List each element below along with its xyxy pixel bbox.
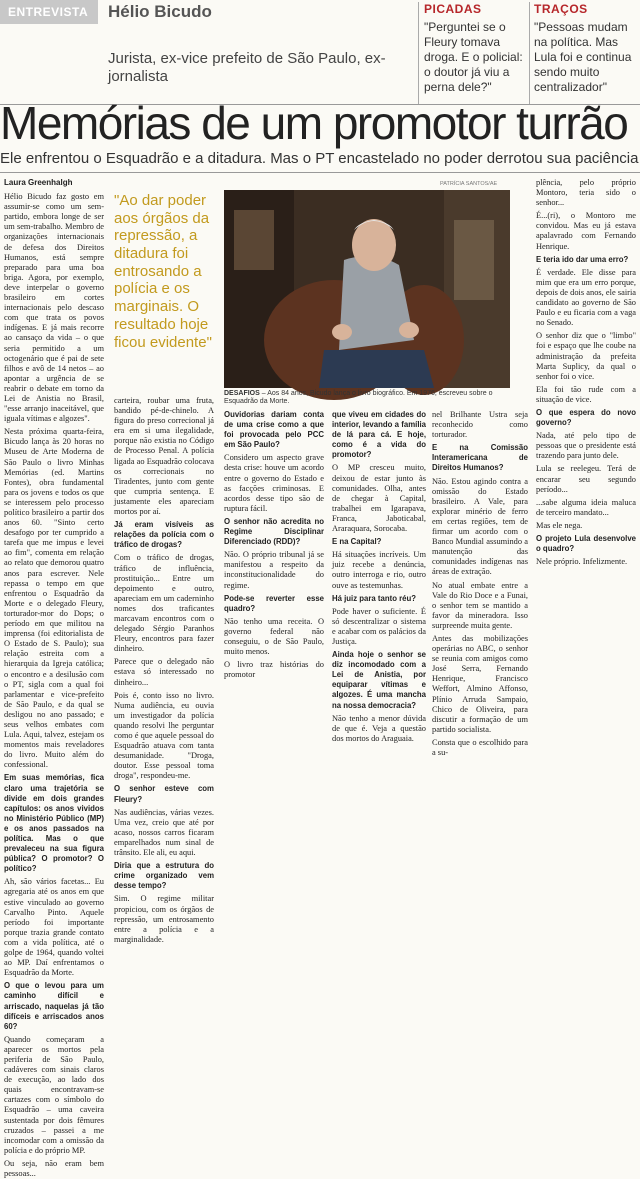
author-description: Jurista, ex-vice prefeito de São Paulo, ex-jornalista: [108, 50, 386, 85]
text-column-6: [536, 178, 636, 1090]
article-paragraph: O livro traz histórias do promotor: [224, 660, 324, 680]
article-paragraph: Não tenho uma receita. O governo federal não conseguiu, o de São Paulo, muito menos.: [224, 616, 324, 657]
text-column-2: [114, 396, 214, 1090]
article-paragraph: Com o tráfico de drogas, tráfico de influência, prostituição... Entre um depoimento e outro, apareciam em um caderninho nomes dos traficantes marcavam encontros com o delegado Sérgio Paranhos Fleury, encontros para fazer dinheiro.: [114, 553, 214, 654]
text-column-1: [4, 178, 104, 1178]
article-paragraph: Antes das mobilizações operárias no ABC, o senhor se reunia com amigos como José Serra, Fernando Henrique, Francisco Weffort, Almino Affonso, Plínio Arruda Sampaio, Chico de Oliveira, para discutir a formação de um partido socialista.: [432, 633, 528, 734]
tracos-box: [534, 2, 636, 102]
article-paragraph: Ouvidorias dariam conta de uma crise como a que foi provocada pelo PCC em São Paulo?: [224, 410, 324, 450]
article-paragraph: Não tenho a menor dúvida de que é. Veja a questão dos mortos do Araguaia.: [332, 713, 426, 743]
article-paragraph: Há juiz para tanto réu?: [332, 593, 417, 603]
article-paragraph: O senhor esteve com Fleury?: [114, 784, 214, 804]
headline: Memórias de um promotor turrão: [0, 97, 628, 149]
article-paragraph: No atual embate entre a Vale do Rio Doce e a Funai, o senhor tem se mantido a favor da mineradora. Isso surpreende muita gente.: [432, 580, 528, 630]
portrait-illustration: [224, 190, 510, 388]
section-tag: ENTREVISTA: [0, 0, 98, 24]
article-paragraph: Ainda hoje o senhor se diz incomodado com a Lei de Anistia, por equiparar vítimas e algozes. É uma mancha na nossa democracia?: [332, 650, 426, 710]
pull-quote: "Ao dar poder aos órgãos da repressão, a ditadura foi entrosando a polícia e os marginais. O resultado hoje ficou evidente": [114, 192, 212, 351]
article-paragraph: Ou seja, não eram bem pessoas...: [4, 1158, 104, 1178]
article-paragraph: E na Capital?: [332, 537, 382, 547]
article-paragraph: Nele próprio. Infelizmente.: [536, 557, 628, 567]
box-quote: "Perguntei se o Fleury tomava droga. E o policial: o doutor já viu a perna dele?": [424, 20, 523, 94]
article-paragraph: que viveu em cidades do interior, levando a família de lá para cá. E hoje, como é a vida do promotor?: [332, 410, 426, 460]
article-paragraph: Ah, são vários facetas... Eu agregaria até os anos em que estive vinculado ao governo Carvalho Pinto. Aquele período foi importante porque trazia grande contato com a vida política, até o golpe de 1964, quando voltei ao MP. Daí enfrentamos o Esquadrão da Morte.: [4, 877, 104, 978]
caption-lead: DESAFIOS: [224, 390, 260, 397]
picadas-box: [424, 2, 526, 102]
divider: [0, 172, 640, 173]
box-quote: "Pessoas mudam na política. Mas Lula foi e continua sendo muito centralizador": [534, 20, 632, 94]
article-paragraph: Mas ele nega.: [536, 520, 583, 530]
photo-credit: PATRÍCIA SANTOS/AE: [440, 181, 498, 187]
text-column-5: [432, 410, 528, 1090]
article-paragraph: Pode-se reverter esse quadro?: [224, 593, 324, 613]
byline: Laura Greenhalgh: [4, 178, 73, 187]
article-paragraph: O senhor diz que o "limbo" foi e espaço que lhe coube na administração da prefeita Marta Suplicy, da qual o senhor foi o vice.: [536, 331, 636, 381]
article-paragraph: Em suas memórias, fica claro uma trajetória se divide em dois grandes capítulos: os anos vividos no Ministério Público (MP) e os anos passados na política. Mas o que prevaleceu na sua figura pública? O promotor? O político?: [4, 773, 104, 874]
article-paragraph: Ela foi tão rude com a situação de vice.: [536, 384, 636, 404]
article-paragraph: Diria que a estrutura do crime organizado vem desse tempo?: [114, 861, 214, 891]
article-paragraph: O MP cresceu muito, deixou de estar junto às comunidades. Olha, antes de chegar à Capital, trabalhei em Igarapava, Franca, Jaboticabal, Araraquara, Sorocaba.: [332, 463, 426, 534]
author-name: Hélio Bicudo: [108, 2, 212, 21]
article-paragraph: Nada, até pelo tipo de pessoas que o presidente está trazendo para junto dele.: [536, 431, 636, 461]
article-paragraph: Pois é, conto isso no livro. Numa audiência, eu ouvia um investigador da polícia quando resolvi lhe perguntar como é que aquele pessoal do Esquadrão atuava com tanta desumanidade. "Droga, doutor. Esse pessoal toma droga", respondeu-me.: [114, 690, 214, 781]
text-column-3: [224, 410, 324, 1090]
divider: [418, 2, 419, 104]
article-paragraph: É...(ri), o Montoro me convidou. Mas eu já estava apalavrado com Fernando Henrique.: [536, 211, 636, 251]
article-paragraph: Pode haver o suficiente. É só descentralizar o sistema e acabar com os palácios da Justiça.: [332, 606, 426, 646]
article-paragraph: E na Comissão Interamericana de Direitos Humanos?: [432, 443, 528, 473]
article-paragraph: nel Brilhante Ustra seja reconhecido como torturador.: [432, 410, 528, 440]
article-paragraph: Consta que o escolhido para a su-: [432, 737, 528, 757]
portrait-photo: [224, 190, 510, 388]
article-paragraph: Já eram visíveis as relações da polícia com o tráfico de drogas?: [114, 520, 214, 550]
subhead: Ele enfrentou o Esquadrão e a ditadura. Mas o PT encastelado no poder derrotou sua paciência: [0, 150, 639, 167]
article-paragraph: Nas audiências, várias vezes. Uma vez, creio que até por acaso, nossos carros ficaram emparelhados num sinal de trânsito. Ele ali, eu aqui.: [114, 807, 214, 858]
article-paragraph: É verdade. Ele disse para mim que era um erro porque, depois de dois anos, ele sairia candidato ao governo de São Paulo e eu ficaria com a vaga no Senado.: [536, 267, 636, 328]
article-paragraph: Considero um aspecto grave desta crise: houve um acordo entre o governo do Estado e as facções criminosas. E acordos desse tipo são de ruptura fácil.: [224, 453, 324, 513]
article-paragraph: Nesta próxima quarta-feira, Bicudo lança às 20 horas no Museu de Arte Moderna de São Paulo o livro Minhas Memórias (ed. Martins Fontes), obra fundamental para os jovens e todos os que se interessem pelo processo político brasileiro a partir dos anos 60. "Sinto certo desafogo por ter cumprido a tarefa que me impus e levei ao fim", comenta em relação ao relato que demorou quatro anos para escrever. Nele repassa o tempo em que enfrentou o Esquadrão da Morte e o delegado Fleury, torturador-mor do Dops; o período em que militou na imprensa (foi editorialista de O Estado de S. Paulo); sua relação estreita com a hierarquia da Igreja católica; o encontro e a desilusão com o PT, sigla com a qual foi parlamentar e vice-prefeito de São Paulo, e da qual se desligou no ano passado; e seus velhos embates com Lula. Aqui, talvez, estejam os momentos mais reveladores do livro. Muito além do confessional.: [4, 427, 104, 770]
article-paragraph: Sim. O regime militar propiciou, com os órgãos de repressão, um entrosamento entre a polícia e a marginalidade.: [114, 894, 214, 944]
caption-text: – Aos 84 anos, Bicudo lança o livro biográfico. Em 1976, escreveu sobre o Esquadrão da Morte.: [224, 390, 493, 406]
article-paragraph: Não. O próprio tribunal já se manifestou a respeito da inconstitucionalidade do regime.: [224, 550, 324, 590]
article-paragraph: E teria ido dar uma erro?: [536, 254, 629, 264]
text-column-4: [332, 410, 426, 1090]
article-paragraph: Há situações incríveis. Um juiz recebe a denúncia, outro interroga e rio, outro ouve as testemunhas.: [332, 550, 426, 590]
box-head: PICADAS: [424, 2, 482, 16]
article-paragraph: O senhor não acredita no Regime Disciplinar Diferenciado (RDD)?: [224, 516, 324, 547]
top-bar: [0, 0, 640, 110]
article-paragraph: Lula se reelegeu. Terá de encarar seu segundo período...: [536, 464, 636, 494]
article-paragraph: carteira, roubar uma fruta, bandido pé-de-chinelo. A figura do preso correcional já era em si uma ilegalidade, porque não existia no Código de Processo Penal. A polícia ligada ao Esquadrão colocava os correcionais no Tiradentes, junto com gente que cumpria sentença. E justamente eles apareciam mortos por aí.: [114, 396, 214, 517]
box-head: TRAÇOS: [534, 2, 588, 16]
article-paragraph: Quando começaram a aparecer os mortos pela periferia de São Paulo, cadáveres com sinais claros de execução, ao lado dos quais encontravam-se cartazes com o símbolo do Esquadrão – uma caveira sustentada por dois fêmures cruzados – passei a me incomodar com a omissão da polícia e do próprio MP.: [4, 1034, 104, 1155]
article-paragraph: O que espera do novo governo?: [536, 407, 636, 428]
article-paragraph: Hélio Bicudo faz gosto em assumir-se como um sem-partido, embora longe de ser um sem-trabalho. Membro de organizações internacionais de defesa dos Direitos Humanos, está sempre preparado para uma boa briga. Agora, por exemplo, deve interpelar o governo brasileiro em cortes internacionais pelo descaso com que trata os povos indígenas. E já mais recorre ao cansaço da vida – o que seria permitido a um octogenário que é pai de sete filhos e avô de 14 netos – ao apontar a urgência de se reabrir o debate em torno da Lei de Anistia no Brasil, "esse arranjo inaceitável, que iguala vítimas e algozes".: [4, 192, 104, 424]
article-paragraph: ...sabe alguma ideia maluca de terceiro mandato...: [536, 497, 636, 517]
article-paragraph: Parece que o delegado não estava só interessado no dinheiro...: [114, 657, 214, 687]
article-paragraph: O projeto Lula desenvolve o quadro?: [536, 534, 636, 554]
article-paragraph: plência, pelo próprio Montoro, teria sido o senhor...: [536, 178, 636, 208]
divider: [529, 2, 530, 104]
photo-caption: [224, 390, 510, 407]
article-paragraph: O que o levou para um caminho difícil e arriscado, naquelas já tão difíceis e arriscados anos 60?: [4, 981, 104, 1031]
article-paragraph: Não. Estou agindo contra a omissão do Estado brasileiro. A Vale, para explorar minério de ferro em certas regiões, tem de firmar um acordo com o Banco Mundial assumindo a manutenção das comunidades indígenas nas áreas de extração.: [432, 476, 528, 577]
